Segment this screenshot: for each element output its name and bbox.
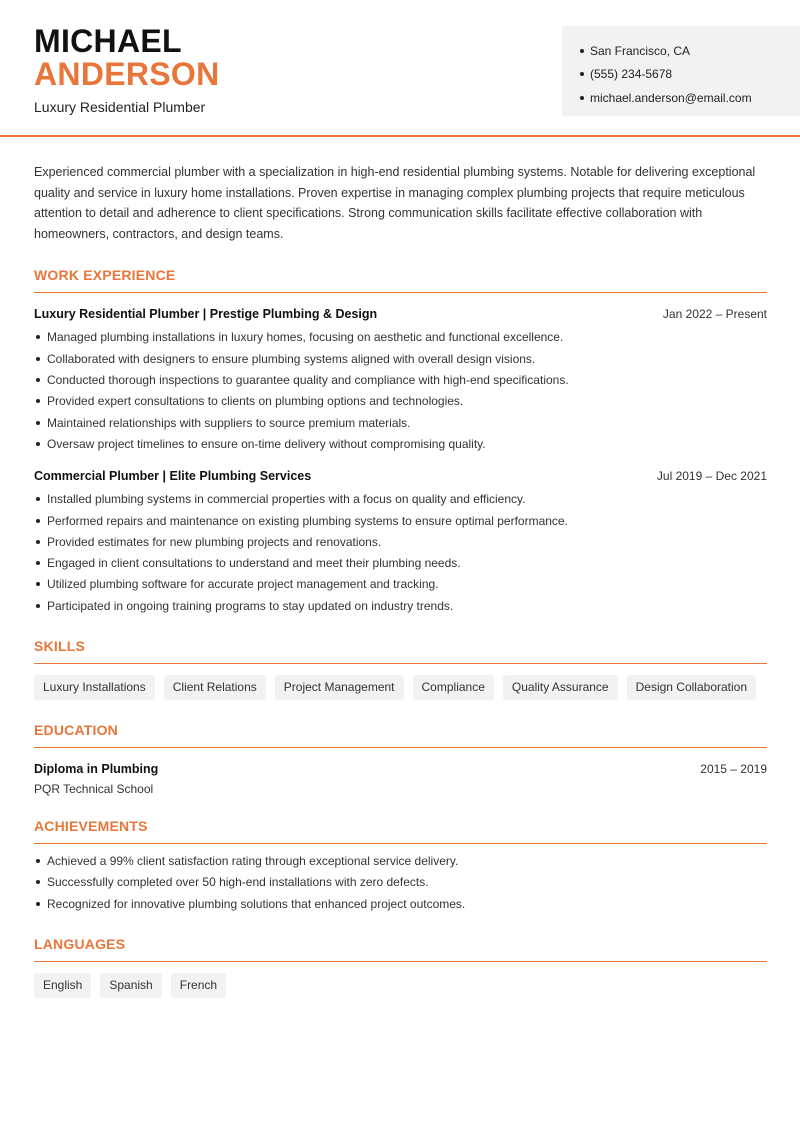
job-bullet-list bbox=[34, 327, 767, 455]
education-header bbox=[34, 762, 767, 776]
job-dates: Jan 2022 – Present bbox=[662, 306, 767, 321]
bullet-icon bbox=[36, 442, 40, 446]
list-item-text: Achieved a 99% client satisfaction rating through exceptional service delivery. bbox=[47, 854, 459, 869]
bullet-icon bbox=[36, 880, 40, 884]
list-item bbox=[34, 412, 767, 433]
contact-phone bbox=[580, 63, 800, 87]
resume-header bbox=[0, 0, 800, 137]
bullet-icon bbox=[36, 859, 40, 863]
job-heading: Commercial Plumber | Elite Plumbing Services bbox=[34, 468, 312, 483]
resume-body bbox=[34, 162, 767, 998]
list-item-text: Maintained relationships with suppliers to source premium materials. bbox=[47, 415, 411, 430]
first-name: MICHAEL bbox=[34, 23, 182, 59]
list-item-text: Successfully completed over 50 high-end installations with zero defects. bbox=[47, 875, 429, 890]
list-item-text: Conducted thorough inspections to guarantee quality and compliance with high-end specifications. bbox=[47, 373, 569, 388]
list-item-text: Installed plumbing systems in commercial properties with a focus on quality and efficiency. bbox=[47, 492, 526, 507]
section-title-skills: SKILLS bbox=[34, 638, 767, 664]
list-item bbox=[34, 850, 767, 871]
language-tag: Spanish bbox=[100, 973, 161, 998]
job-heading: Luxury Residential Plumber | Prestige Plumbing & Design bbox=[34, 306, 378, 321]
bullet-icon bbox=[36, 357, 40, 361]
list-item-text: Oversaw project timelines to ensure on-time delivery without compromising quality. bbox=[47, 436, 486, 451]
bullet-icon bbox=[36, 378, 40, 382]
skill-tag: Design Collaboration bbox=[627, 675, 756, 700]
skill-tag: Luxury Installations bbox=[34, 675, 155, 700]
achievements-list bbox=[34, 850, 767, 914]
skills-list bbox=[34, 675, 767, 700]
list-item bbox=[34, 369, 767, 390]
list-item-text: Collaborated with designers to ensure plumbing systems aligned with overall design visions. bbox=[47, 351, 536, 366]
list-item bbox=[34, 433, 767, 454]
contact-location bbox=[580, 39, 800, 63]
list-item bbox=[34, 552, 767, 573]
list-item-text: Provided expert consultations to clients on plumbing options and technologies. bbox=[47, 394, 464, 409]
section-title-languages: LANGUAGES bbox=[34, 936, 767, 962]
list-item-text: Engaged in client consultations to understand and meet their plumbing needs. bbox=[47, 556, 461, 571]
bullet-icon bbox=[36, 582, 40, 586]
bullet-icon bbox=[36, 335, 40, 339]
list-item-text: Recognized for innovative plumbing solutions that enhanced project outcomes. bbox=[47, 896, 466, 911]
summary-paragraph: Experienced commercial plumber with a specialization in high-end residential plumbing systems. Notable for delivering exceptional quality and service in luxury home installations. Proven expertise in managing complex plumbing projects that require meticulous attention to detail and adherence to client specifications. Strong communication skills facilitate effective collaboration with homeowners, contractors, and design teams. bbox=[34, 165, 756, 242]
list-item bbox=[34, 872, 767, 893]
list-item bbox=[34, 595, 767, 616]
skill-tag: Client Relations bbox=[164, 675, 266, 700]
bullet-icon bbox=[36, 540, 40, 544]
language-tag: English bbox=[34, 973, 91, 998]
contact-email-text: michael.anderson@email.com bbox=[590, 90, 752, 105]
job-header bbox=[34, 469, 767, 483]
skill-tag: Quality Assurance bbox=[503, 675, 618, 700]
section-title-achievements: ACHIEVEMENTS bbox=[34, 818, 767, 844]
bullet-icon bbox=[36, 561, 40, 565]
bullet-icon bbox=[580, 49, 584, 53]
contact-email bbox=[580, 86, 800, 110]
language-tag: French bbox=[171, 973, 226, 998]
contact-location-text: San Francisco, CA bbox=[590, 43, 691, 58]
job-bullet-list bbox=[34, 489, 767, 617]
section-title-education: EDUCATION bbox=[34, 722, 767, 748]
languages-list bbox=[34, 973, 767, 998]
bullet-icon bbox=[36, 902, 40, 906]
last-name: ANDERSON bbox=[34, 56, 220, 92]
contact-box bbox=[562, 26, 800, 116]
bullet-icon bbox=[580, 72, 584, 76]
contact-phone-text: (555) 234-5678 bbox=[590, 67, 673, 82]
list-item bbox=[34, 531, 767, 552]
list-item bbox=[34, 348, 767, 369]
list-item-text: Provided estimates for new plumbing projects and renovations. bbox=[47, 534, 382, 549]
education-dates: 2015 – 2019 bbox=[700, 762, 767, 777]
education-school: PQR Technical School bbox=[34, 782, 154, 797]
list-item-text: Participated in ongoing training programs to stay updated on industry trends. bbox=[47, 598, 454, 613]
bullet-icon bbox=[36, 497, 40, 501]
section-title-work: WORK EXPERIENCE bbox=[34, 267, 767, 293]
list-item bbox=[34, 327, 767, 348]
job-dates: Jul 2019 – Dec 2021 bbox=[656, 468, 767, 483]
list-item bbox=[34, 574, 767, 595]
list-item bbox=[34, 391, 767, 412]
skill-tag: Project Management bbox=[275, 675, 404, 700]
list-item bbox=[34, 489, 767, 510]
bullet-icon bbox=[36, 421, 40, 425]
education-degree: Diploma in Plumbing bbox=[34, 762, 159, 777]
bullet-icon bbox=[580, 96, 584, 100]
list-item-text: Utilized plumbing software for accurate project management and tracking. bbox=[47, 577, 439, 592]
bullet-icon bbox=[36, 604, 40, 608]
list-item-text: Performed repairs and maintenance on existing plumbing systems to ensure optimal performance. bbox=[47, 513, 568, 528]
list-item-text: Managed plumbing installations in luxury homes, focusing on aesthetic and functional excellence. bbox=[47, 330, 564, 345]
list-item bbox=[34, 893, 767, 914]
skill-tag: Compliance bbox=[413, 675, 494, 700]
job-title: Luxury Residential Plumber bbox=[34, 99, 206, 115]
list-item bbox=[34, 510, 767, 531]
job-header bbox=[34, 307, 767, 321]
bullet-icon bbox=[36, 399, 40, 403]
bullet-icon bbox=[36, 519, 40, 523]
